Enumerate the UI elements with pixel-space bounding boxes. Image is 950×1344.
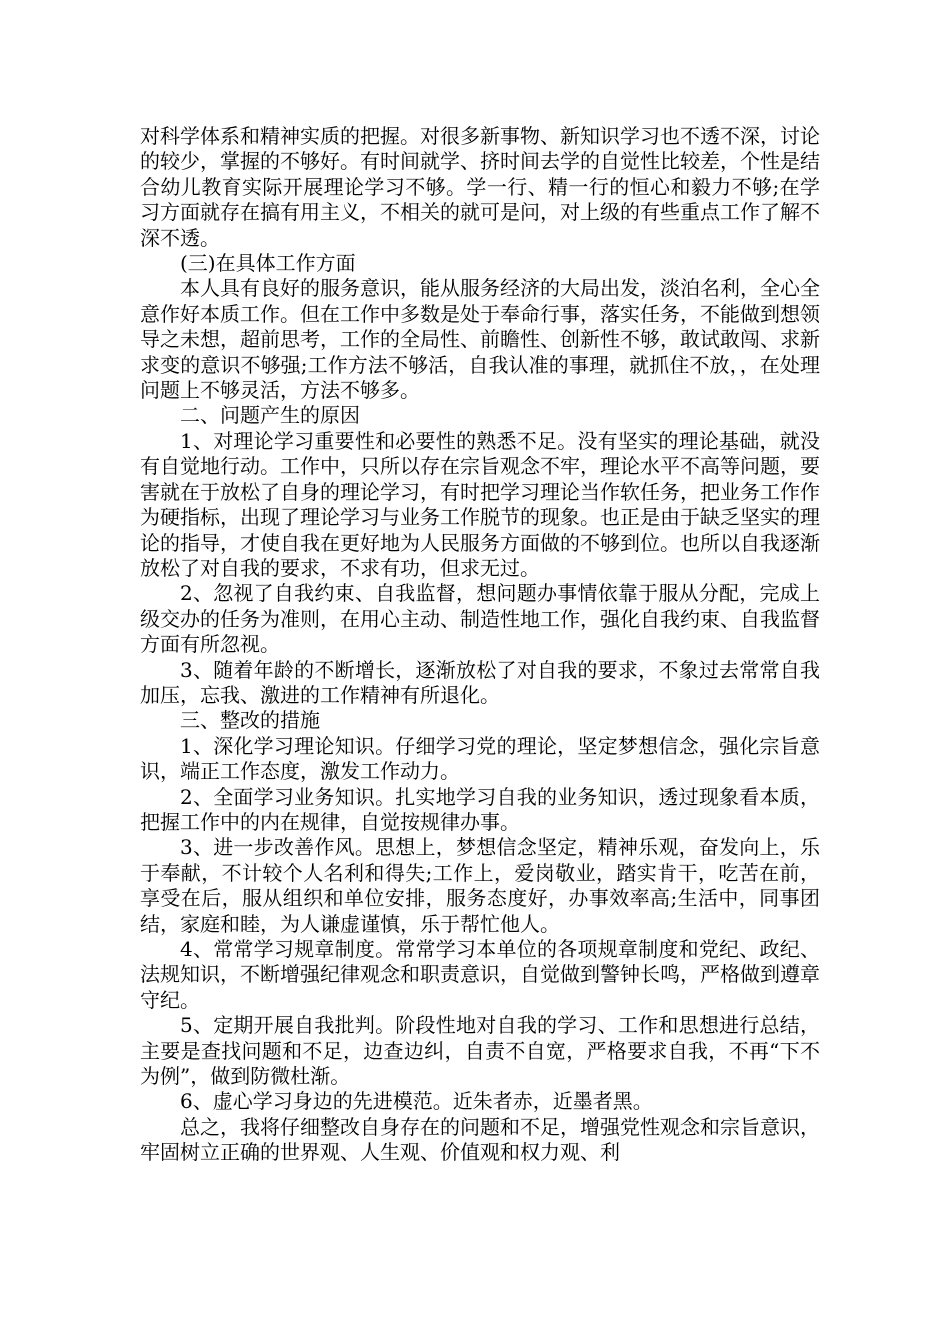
paragraph-specific-work: 本人具有良好的服务意识，能从服务经济的大局出发，淡泊名利，全心全意作好本质工作。但在工作中多数是处于奉命行事，落实任务，不能做到想领导之未想，超前思考，工作的全局性、前瞻性、创新性不够，敢试敢闯、求新求变的意识不够强;工作方法不够活，自我认准的事理，就抓住不放，，在处理问题上不够灵活，方法不够多。 — [140, 276, 820, 403]
paragraph-cause-3: 3、随着年龄的不断增长，逐渐放松了对自我的要求，不象过去常常自我加压，忘我、激进的工作精神有所退化。 — [140, 657, 820, 707]
paragraph-measure-1: 1、深化学习理论知识。仔细学习党的理论，坚定梦想信念，强化宗旨意识，端正工作态度，激发工作动力。 — [140, 733, 820, 784]
paragraph-measure-2: 2、全面学习业务知识。扎实地学习自我的业务知识，透过现象看本质，把握工作中的内在规律，自觉按规律办事。 — [140, 784, 820, 834]
heading-specific-work: (三)在具体工作方面 — [180, 251, 356, 276]
document-page — [140, 124, 820, 1166]
heading-causes: 二、问题产生的原因 — [180, 403, 360, 428]
paragraph-measure-6: 6、虚心学习身边的先进模范。近朱者赤，近墨者黑。 — [180, 1089, 653, 1114]
paragraph-conclusion: 总之，我将仔细整改自身存在的问题和不足，增强党性观念和宗旨意识，牢固树立正确的世界观、人生观、价值观和权力观、利 — [140, 1114, 820, 1165]
paragraph-cause-2: 2、忽视了自我约束、自我监督，想问题办事情依靠于服从分配，完成上级交办的任务为准则，在用心主动、制造性地工作，强化自我约束、自我监督方面有所忽视。 — [140, 581, 820, 657]
paragraph-measure-4: 4、常常学习规章制度。常常学习本单位的各项规章制度和党纪、政纪、法规知识，不断增强纪律观念和职责意识，自觉做到警钟长鸣，严格做到遵章守纪。 — [140, 937, 820, 1012]
paragraph-cause-1: 1、对理论学习重要性和必要性的熟悉不足。没有坚实的理论基础，就没有自觉地行动。工作中，只所以存在宗旨观念不牢，理论水平不高等问题，要害就在于放松了自身的理论学习，有时把学习理论当作软任务，把业务工作作为硬指标，出现了理论学习与业务工作脱节的现象。也正是由于缺乏坚实的理论的指导，才使自我在更好地为人民服务方面做的不够到位。也所以自我逐渐放松了对自我的要求，不求有功，但求无过。 — [140, 428, 820, 580]
paragraph-measure-5: 5、定期开展自我批判。阶段性地对自我的学习、工作和思想进行总结，主要是查找问题和不足，边查边纠，自责不自宽，严格要求自我，不再“下不为例”，做到防微杜渐。 — [140, 1013, 820, 1089]
heading-measures: 三、整改的措施 — [180, 708, 320, 733]
paragraph-study-continued: 对科学体系和精神实质的把握。对很多新事物、新知识学习也不透不深，讨论的较少，掌握的不够好。有时间就学、挤时间去学的自觉性比较差，个性是结合幼儿教育实际开展理论学习不够。学一行、精一行的恒心和毅力不够;在学习方面就存在搞有用主义，不相关的就可是问，对上级的有些重点工作了解不深不透。 — [140, 124, 820, 250]
paragraph-measure-3: 3、进一步改善作风。思想上，梦想信念坚定，精神乐观，奋发向上，乐于奉献，不计较个人名利和得失;工作上，爱岗敬业，踏实肯干，吃苦在前，享受在后，服从组织和单位安排，服务态度好，办事效率高;生活中，同事团结，家庭和睦，为人谦虚谨慎，乐于帮忙他人。 — [140, 835, 820, 936]
